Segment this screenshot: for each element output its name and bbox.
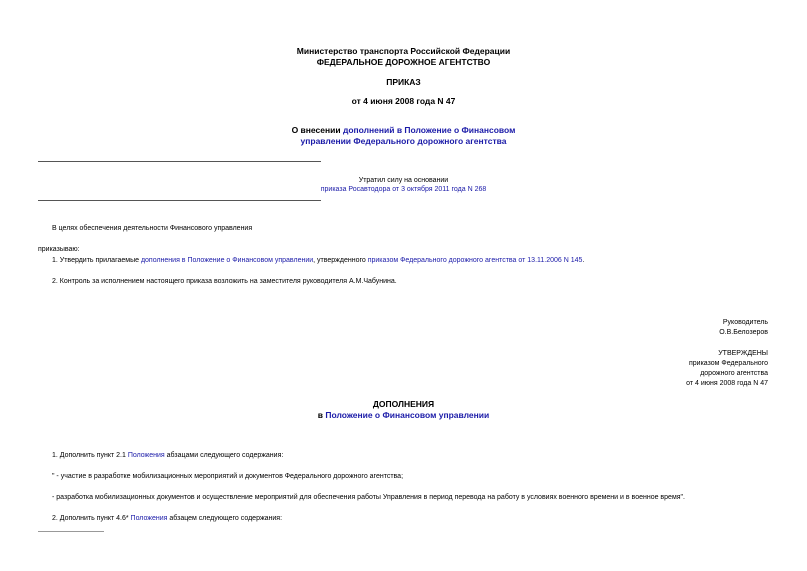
item1-text-end: . (582, 257, 585, 264)
repeal-notice: Утратил силу на основании (358, 177, 449, 184)
approval-line3: дорожного агентства (700, 370, 768, 377)
item1-text: 1. Утвердить прилагаемые (52, 257, 141, 264)
appendix-title: ДОПОЛНЕНИЯ (372, 399, 435, 409)
intro-paragraph: В целях обеспечения деятельности Финансового управления (52, 225, 253, 232)
approval-line1: УТВЕРЖДЕНЫ (718, 350, 768, 357)
appendix-paragraph-4 (52, 514, 282, 523)
p4-regulation-link[interactable]: Положения (130, 515, 168, 522)
appendix-subtitle-link[interactable]: Положение о Финансовом управлении (325, 410, 490, 420)
p1-regulation-link[interactable]: Положения (127, 452, 165, 459)
subject-prefix: О внесении (291, 125, 343, 135)
p1-text-end: абзацами следующего содержания: (164, 452, 284, 459)
signature-name: О.В.Белозеров (719, 329, 768, 336)
approval-line2: приказом Федерального (688, 360, 768, 367)
appendix-paragraph-1 (52, 451, 283, 460)
order-item-1 (52, 256, 584, 265)
appendix-subtitle-prefix: в (317, 410, 326, 420)
ministry-heading: Министерство транспорта Российской Федерации (296, 46, 511, 56)
doc-date: от 4 июня 2008 года N 47 (351, 96, 456, 106)
p1-text: 1. Дополнить пункт 2.1 (52, 452, 128, 459)
appendix-subtitle (0, 410, 807, 421)
appendix-paragraph-2: " - участие в разработке мобилизационных мероприятий и документов Федерального дорожного агентства; (52, 473, 404, 480)
item1-text-mid: , утвержденного (313, 257, 368, 264)
repeal-notice-link[interactable]: приказа Росавтодора от 3 октября 2011 года N 268 (320, 186, 487, 193)
item1-order-link[interactable]: приказом Федерального дорожного агентства от 13.11.2006 N 145 (367, 257, 583, 264)
p4-text-end: абзацем следующего содержания: (167, 515, 283, 522)
signature-title: Руководитель (722, 319, 768, 326)
divider-top (38, 161, 321, 162)
p4-text: 2. Дополнить пункт 4.6* (52, 515, 131, 522)
doc-subject-line1 (0, 125, 807, 136)
appendix-paragraph-3: - разработка мобилизационных документов и осуществление мероприятий для обеспечения работы Управления в период перевода на работу в условиях военного времени и в военное время". (52, 494, 685, 501)
footnote-divider (38, 531, 104, 532)
doc-subject-line2[interactable]: управлении Федерального дорожного агентства (300, 136, 507, 146)
approval-line4: от 4 июня 2008 года N 47 (686, 380, 768, 387)
divider-bottom (38, 200, 321, 201)
item1-appendix-link[interactable]: дополнения в Положение о Финансовом управлении (140, 257, 314, 264)
agency-heading: ФЕДЕРАЛЬНОЕ ДОРОЖНОЕ АГЕНТСТВО (316, 57, 491, 67)
subject-link[interactable]: дополнений в Положение о Финансовом (342, 125, 516, 135)
order-word: приказываю: (38, 246, 80, 253)
order-item-2: 2. Контроль за исполнением настоящего приказа возложить на заместителя руководителя А.М.Чабунина. (52, 278, 397, 285)
doc-type-heading: ПРИКАЗ (386, 77, 421, 87)
